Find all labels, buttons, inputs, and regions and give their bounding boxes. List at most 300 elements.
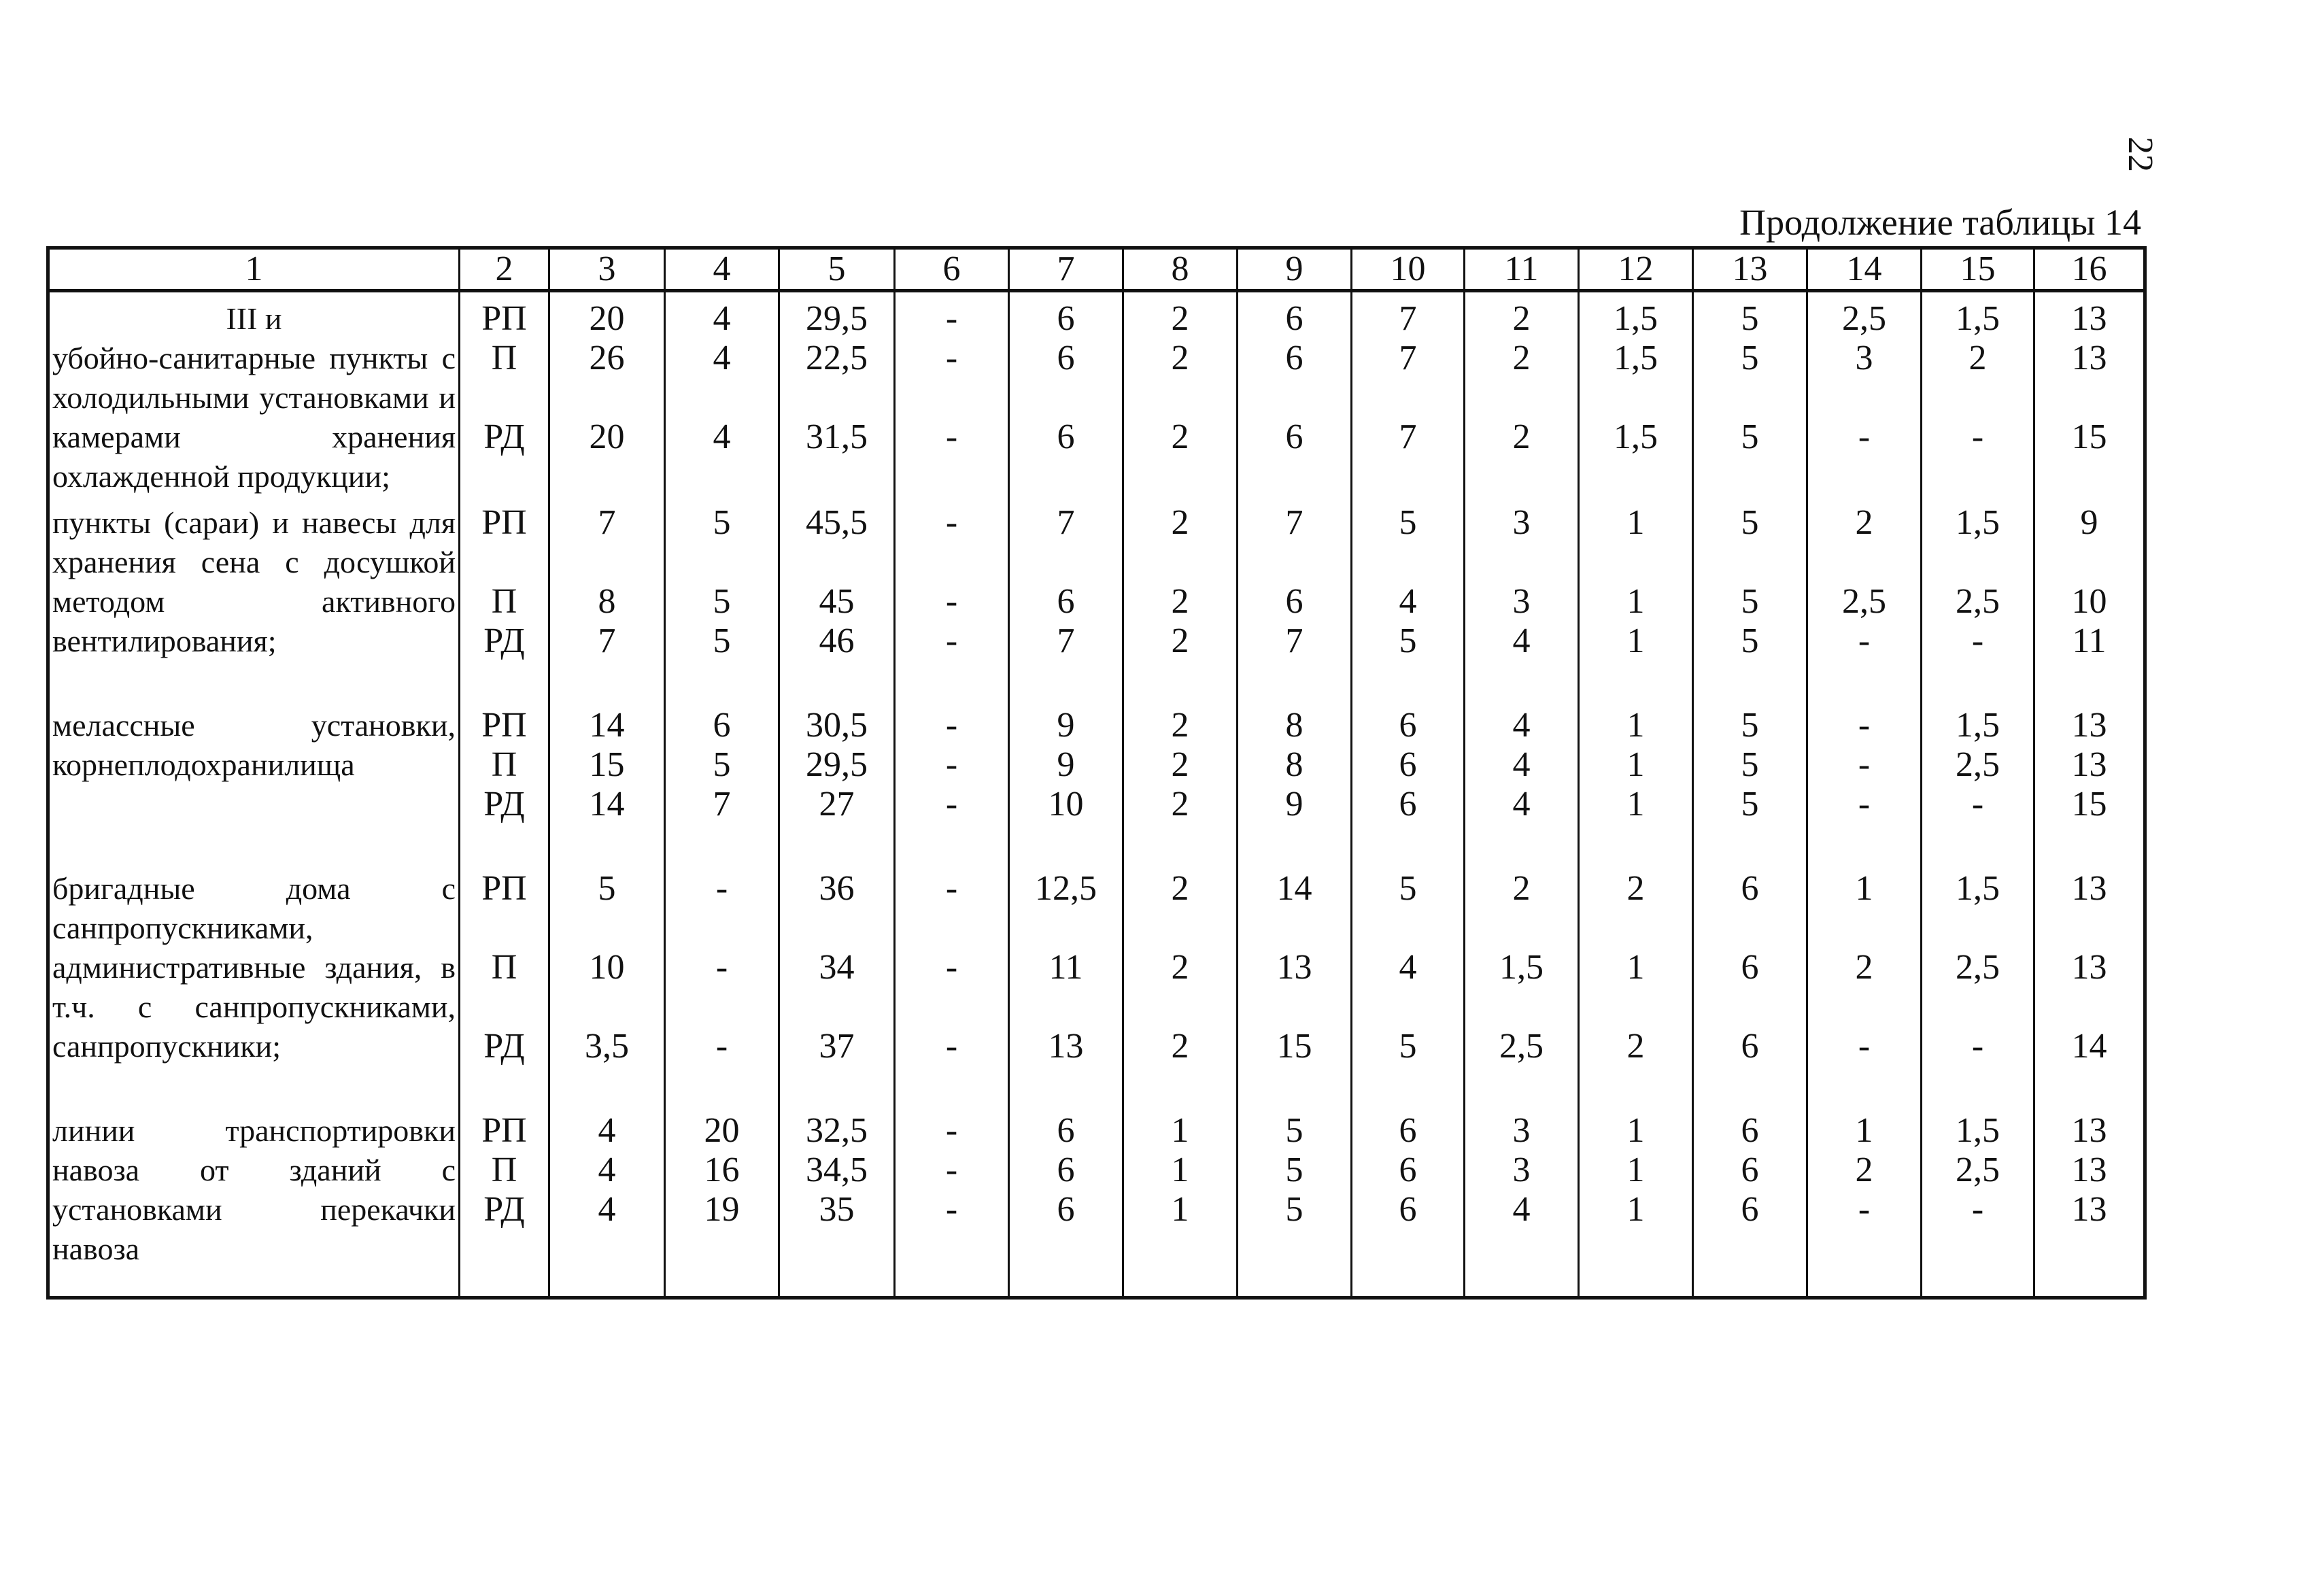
cell-value: 1,5 <box>1956 706 2000 745</box>
cell-value: - <box>945 1190 958 1229</box>
cell-value: 1 <box>1626 745 1645 784</box>
value-cell <box>549 1104 665 1298</box>
cell-value: 32,5 <box>806 1111 868 1150</box>
cell-value: 7 <box>1399 339 1417 377</box>
value-cell <box>1807 699 1922 862</box>
cell-value: 2,5 <box>1499 1027 1544 1066</box>
cell-value: - <box>715 1027 728 1066</box>
value-cell <box>1693 496 1807 699</box>
cell-value: 7 <box>598 503 616 542</box>
mode-code: РД <box>483 1190 525 1229</box>
value-cell <box>665 862 779 1104</box>
value-cell <box>779 1104 895 1298</box>
value-cell <box>1807 496 1922 699</box>
value-cell <box>1807 862 1922 1104</box>
cell-value: 6 <box>1285 418 1303 456</box>
row-label-text: убойно-санитарные пункты с холодильными установками и камерами хранения охлажденной продукции; <box>52 341 456 494</box>
cell-value: - <box>1858 418 1871 456</box>
column-header-9: 9 <box>1238 248 1352 291</box>
cell-value: 6 <box>1741 1190 1759 1229</box>
cell-value: 9 <box>1285 785 1303 824</box>
cell-value: - <box>1971 1190 1984 1229</box>
cell-value: 7 <box>1285 622 1303 660</box>
cell-value: 6 <box>1741 1027 1759 1066</box>
cell-value: 5 <box>1741 706 1759 745</box>
cell-value: 4 <box>598 1190 616 1229</box>
cell-value: 2,5 <box>1956 948 2000 987</box>
cell-value: 2 <box>1626 869 1645 908</box>
cell-value: 2 <box>1171 418 1189 456</box>
cell-value: - <box>1971 418 1984 456</box>
value-cell <box>1922 699 2034 862</box>
cell-value: 1 <box>1626 1151 1645 1189</box>
cell-value: 4 <box>1512 785 1531 824</box>
cell-value: - <box>1858 1027 1871 1066</box>
cell-value: 13 <box>2071 706 2107 745</box>
cell-value: 15 <box>1276 1027 1312 1066</box>
table-caption: Продолжение таблицы 14 <box>1739 202 2141 243</box>
cell-value: - <box>1858 622 1871 660</box>
mode-code: РП <box>481 299 527 338</box>
mode-cell <box>460 862 549 1104</box>
mode-code: П <box>491 339 517 377</box>
cell-value: 2 <box>1855 1151 1873 1189</box>
cell-value: 15 <box>2071 418 2107 456</box>
cell-value: 12,5 <box>1035 869 1097 908</box>
cell-value: 2 <box>1171 339 1189 377</box>
value-cell <box>2034 1104 2145 1298</box>
cell-value: - <box>945 785 958 824</box>
cell-value: 2 <box>1171 706 1189 745</box>
cell-value: 16 <box>704 1151 740 1189</box>
value-cell <box>895 1104 1009 1298</box>
value-cell <box>1352 291 1465 497</box>
row-label <box>48 862 460 1104</box>
row-label-text: пункты (сараи) и навесы для хранения сена с досушкой методом активного вентилирования; <box>52 505 456 658</box>
value-cell <box>665 699 779 862</box>
cell-value: 6 <box>1399 785 1417 824</box>
value-cell <box>1807 1104 1922 1298</box>
value-cell <box>1465 1104 1579 1298</box>
cell-value: 4 <box>1512 745 1531 784</box>
cell-value: 30,5 <box>806 706 868 745</box>
cell-value: 20 <box>589 418 625 456</box>
value-cell <box>1465 291 1579 497</box>
cell-value: 10 <box>2071 582 2107 621</box>
cell-value: 6 <box>713 706 731 745</box>
cell-value: 2 <box>1855 948 1873 987</box>
value-cell <box>1579 862 1693 1104</box>
column-header-11: 11 <box>1465 248 1579 291</box>
cell-value: 1 <box>1171 1190 1189 1229</box>
value-cell <box>1238 862 1352 1104</box>
cell-value: - <box>945 869 958 908</box>
value-cell <box>1238 1104 1352 1298</box>
value-cell <box>1922 862 2034 1104</box>
mode-code: РД <box>483 622 525 660</box>
cell-value: 6 <box>1741 1111 1759 1150</box>
cell-value: 5 <box>1741 622 1759 660</box>
column-header-2: 2 <box>460 248 549 291</box>
cell-value: 1 <box>1626 622 1645 660</box>
cell-value: 6 <box>1057 418 1075 456</box>
cell-value: 6 <box>1399 1111 1417 1150</box>
value-cell <box>1009 1104 1123 1298</box>
cell-value: 22,5 <box>806 339 868 377</box>
mode-code: П <box>491 582 517 621</box>
cell-value: - <box>1971 1027 1984 1066</box>
cell-value: 4 <box>713 418 731 456</box>
cell-value: 5 <box>713 745 731 784</box>
cell-value: 1 <box>1626 503 1645 542</box>
cell-value: 6 <box>1057 1111 1075 1150</box>
column-header-13: 13 <box>1693 248 1807 291</box>
cell-value: - <box>1971 622 1984 660</box>
cell-value: 13 <box>2071 1151 2107 1189</box>
cell-value: 2 <box>1855 503 1873 542</box>
column-header-10: 10 <box>1352 248 1465 291</box>
column-header-16: 16 <box>2034 248 2145 291</box>
cell-value: 4 <box>1512 706 1531 745</box>
column-header-3: 3 <box>549 248 665 291</box>
table-row <box>48 862 2145 1104</box>
cell-value: 6 <box>1057 339 1075 377</box>
value-cell <box>1123 496 1238 699</box>
cell-value: 7 <box>598 622 616 660</box>
cell-value: 8 <box>598 582 616 621</box>
mode-code: РД <box>483 1027 525 1066</box>
value-cell <box>1579 699 1693 862</box>
cell-value: 5 <box>713 503 731 542</box>
header-row <box>48 248 2145 291</box>
cell-value: 14 <box>1276 869 1312 908</box>
cell-value: 1 <box>1626 582 1645 621</box>
cell-value: - <box>715 869 728 908</box>
cell-value: 9 <box>2080 503 2098 542</box>
cell-value: 1 <box>1855 869 1873 908</box>
cell-value: 1,5 <box>1956 503 2000 542</box>
cell-value: 2 <box>1171 948 1189 987</box>
cell-value: 5 <box>1399 869 1417 908</box>
value-cell <box>1693 1104 1807 1298</box>
cell-value: 4 <box>1512 622 1531 660</box>
column-header-5: 5 <box>779 248 895 291</box>
cell-value: 10 <box>1048 785 1084 824</box>
cell-value: 5 <box>1741 582 1759 621</box>
cell-value: 4 <box>713 339 731 377</box>
row-label <box>48 496 460 699</box>
cell-value: 9 <box>1057 745 1075 784</box>
cell-value: 6 <box>1741 869 1759 908</box>
cell-value: 7 <box>1399 299 1417 338</box>
cell-value: 5 <box>598 869 616 908</box>
row-label <box>48 699 460 862</box>
cell-value: 6 <box>1057 299 1075 338</box>
cell-value: 2,5 <box>1842 582 1886 621</box>
cell-value: 7 <box>1399 418 1417 456</box>
value-cell <box>895 862 1009 1104</box>
mode-cell <box>460 291 549 497</box>
column-header-8: 8 <box>1123 248 1238 291</box>
cell-value: 29,5 <box>806 299 868 338</box>
cell-value: 2 <box>1968 339 1987 377</box>
cell-value: 6 <box>1057 1151 1075 1189</box>
mode-cell <box>460 1104 549 1298</box>
cell-value: 6 <box>1399 1190 1417 1229</box>
cell-value: 4 <box>1399 948 1417 987</box>
cell-value: 3 <box>1512 1111 1531 1150</box>
cell-value: 2 <box>1512 299 1531 338</box>
cell-value: 20 <box>704 1111 740 1150</box>
value-cell <box>1009 496 1123 699</box>
value-cell <box>1352 699 1465 862</box>
value-cell <box>1009 699 1123 862</box>
value-cell <box>1123 291 1238 497</box>
cell-value: - <box>945 706 958 745</box>
cell-value: - <box>1971 785 1984 824</box>
column-header-15: 15 <box>1922 248 2034 291</box>
cell-value: 2,5 <box>1956 582 2000 621</box>
value-cell <box>665 291 779 497</box>
cell-value: 20 <box>589 299 625 338</box>
cell-value: 1,5 <box>1956 1111 2000 1150</box>
cell-value: 4 <box>598 1111 616 1150</box>
mode-code: П <box>491 745 517 784</box>
cell-value: - <box>1858 1190 1871 1229</box>
cell-value: - <box>945 582 958 621</box>
cell-value: 6 <box>1741 948 1759 987</box>
cell-value: 1 <box>1171 1151 1189 1189</box>
cell-value: 1,5 <box>1956 869 2000 908</box>
cell-value: 2,5 <box>1842 299 1886 338</box>
cell-value: 11 <box>1049 948 1083 987</box>
cell-value: - <box>945 1027 958 1066</box>
cell-value: 2 <box>1171 622 1189 660</box>
value-cell <box>2034 699 2145 862</box>
value-cell <box>1922 496 2034 699</box>
cell-value: 46 <box>819 622 855 660</box>
cell-value: 6 <box>1285 582 1303 621</box>
cell-value: 29,5 <box>806 745 868 784</box>
cell-value: - <box>1858 745 1871 784</box>
cell-value: - <box>945 745 958 784</box>
cell-value: 2 <box>1171 869 1189 908</box>
cell-value: 7 <box>713 785 731 824</box>
table-row <box>48 699 2145 862</box>
cell-value: 9 <box>1057 706 1075 745</box>
row-label <box>48 291 460 497</box>
cell-value: 2 <box>1626 1027 1645 1066</box>
page-number: 22 <box>2121 137 2160 172</box>
cell-value: 1 <box>1626 1111 1645 1150</box>
cell-value: 13 <box>2071 869 2107 908</box>
cell-value: - <box>945 948 958 987</box>
row-label-text: мелассные установки, корнеплодохранилища <box>52 708 456 782</box>
cell-value: 6 <box>1399 1151 1417 1189</box>
cell-value: 8 <box>1285 745 1303 784</box>
cell-value: 37 <box>819 1027 855 1066</box>
cell-value: 4 <box>1399 582 1417 621</box>
value-cell <box>895 291 1009 497</box>
cell-value: 5 <box>1399 503 1417 542</box>
value-cell <box>779 699 895 862</box>
cell-value: 6 <box>1285 339 1303 377</box>
cell-value: 13 <box>2071 1111 2107 1150</box>
mode-code: РП <box>481 706 527 745</box>
value-cell <box>1579 1104 1693 1298</box>
cell-value: 5 <box>1741 299 1759 338</box>
table-row <box>48 1104 2145 1298</box>
mode-code: РП <box>481 503 527 542</box>
cell-value: 34 <box>819 948 855 987</box>
cell-value: 13 <box>2071 339 2107 377</box>
value-cell <box>665 1104 779 1298</box>
value-cell <box>779 496 895 699</box>
cell-value: 14 <box>589 785 625 824</box>
cell-value: 5 <box>1741 785 1759 824</box>
cell-value: 2,5 <box>1956 745 2000 784</box>
mode-code: П <box>491 1151 517 1189</box>
cell-value: 36 <box>819 869 855 908</box>
cell-value: 6 <box>1285 299 1303 338</box>
value-cell <box>1238 699 1352 862</box>
column-header-14: 14 <box>1807 248 1922 291</box>
value-cell <box>1465 862 1579 1104</box>
column-header-6: 6 <box>895 248 1009 291</box>
cell-value: - <box>1858 706 1871 745</box>
cell-value: - <box>715 948 728 987</box>
cell-value: 34,5 <box>806 1151 868 1189</box>
cell-value: - <box>945 1111 958 1150</box>
cell-value: 2 <box>1512 339 1531 377</box>
value-cell <box>1352 1104 1465 1298</box>
cell-value: 1 <box>1626 785 1645 824</box>
cell-value: 2 <box>1512 418 1531 456</box>
cell-value: 3,5 <box>585 1027 629 1066</box>
mode-code: РД <box>483 418 525 456</box>
mode-code: РД <box>483 785 525 824</box>
mode-code: РП <box>481 1111 527 1150</box>
cell-value: 1 <box>1855 1111 1873 1150</box>
row-label-text: линии транспортировки навоза от зданий с установками перекачки навоза <box>52 1113 456 1266</box>
cell-value: 6 <box>1399 745 1417 784</box>
cell-value: 13 <box>2071 948 2107 987</box>
value-cell <box>779 291 895 497</box>
row-heading: III и <box>226 301 282 336</box>
cell-value: 15 <box>589 745 625 784</box>
value-cell <box>1693 699 1807 862</box>
cell-value: - <box>945 339 958 377</box>
mode-cell <box>460 699 549 862</box>
value-cell <box>1238 496 1352 699</box>
value-cell <box>1465 496 1579 699</box>
cell-value: - <box>1858 785 1871 824</box>
value-cell <box>895 496 1009 699</box>
cell-value: 35 <box>819 1190 855 1229</box>
value-cell <box>779 862 895 1104</box>
column-header-1: 1 <box>48 248 460 291</box>
cell-value: 5 <box>1399 622 1417 660</box>
value-cell <box>549 496 665 699</box>
cell-value: 2 <box>1171 582 1189 621</box>
cell-value: 1,5 <box>1614 418 1658 456</box>
cell-value: 6 <box>1057 582 1075 621</box>
value-cell <box>895 699 1009 862</box>
value-cell <box>1807 291 1922 497</box>
cell-value: 2 <box>1512 869 1531 908</box>
value-cell <box>1579 496 1693 699</box>
value-cell <box>1465 699 1579 862</box>
value-cell <box>1922 291 2034 497</box>
cell-value: 6 <box>1399 706 1417 745</box>
cell-value: 5 <box>1741 339 1759 377</box>
value-cell <box>665 496 779 699</box>
value-cell <box>1352 862 1465 1104</box>
cell-value: 45 <box>819 582 855 621</box>
value-cell <box>1009 291 1123 497</box>
cell-value: 27 <box>819 785 855 824</box>
cell-value: 5 <box>713 622 731 660</box>
column-header-12: 12 <box>1579 248 1693 291</box>
cell-value: 1,5 <box>1614 299 1658 338</box>
cell-value: 1,5 <box>1614 339 1658 377</box>
cell-value: 3 <box>1855 339 1873 377</box>
cell-value: 2 <box>1171 299 1189 338</box>
cell-value: 11 <box>2072 622 2107 660</box>
cell-value: 13 <box>2071 745 2107 784</box>
cell-value: - <box>945 622 958 660</box>
cell-value: 5 <box>1741 418 1759 456</box>
table-body <box>48 291 2145 1298</box>
cell-value: 15 <box>2071 785 2107 824</box>
cell-value: 3 <box>1512 1151 1531 1189</box>
cell-value: 13 <box>2071 299 2107 338</box>
value-cell <box>1922 1104 2034 1298</box>
table-row <box>48 496 2145 699</box>
cell-value: 7 <box>1285 503 1303 542</box>
cell-value: 13 <box>1048 1027 1084 1066</box>
value-cell <box>1238 291 1352 497</box>
cell-value: - <box>945 418 958 456</box>
cell-value: - <box>945 503 958 542</box>
cell-value: 13 <box>1276 948 1312 987</box>
cell-value: 4 <box>1512 1190 1531 1229</box>
value-cell <box>1693 862 1807 1104</box>
cell-value: 31,5 <box>806 418 868 456</box>
cell-value: 26 <box>589 339 625 377</box>
table-row <box>48 291 2145 497</box>
cell-value: 4 <box>713 299 731 338</box>
cell-value: 5 <box>1285 1111 1303 1150</box>
mode-cell <box>460 496 549 699</box>
value-cell <box>2034 291 2145 497</box>
cell-value: 1 <box>1626 706 1645 745</box>
value-cell <box>1123 1104 1238 1298</box>
cell-value: 10 <box>589 948 625 987</box>
cell-value: - <box>945 1151 958 1189</box>
value-cell <box>549 699 665 862</box>
value-cell <box>1123 699 1238 862</box>
cell-value: 3 <box>1512 582 1531 621</box>
cell-value: 2 <box>1171 503 1189 542</box>
cell-value: 6 <box>1741 1151 1759 1189</box>
cell-value: 1 <box>1626 1190 1645 1229</box>
cell-value: 1 <box>1626 948 1645 987</box>
cell-value: 13 <box>2071 1190 2107 1229</box>
cell-value: 5 <box>713 582 731 621</box>
cell-value: 1,5 <box>1499 948 1544 987</box>
cell-value: 7 <box>1057 622 1075 660</box>
